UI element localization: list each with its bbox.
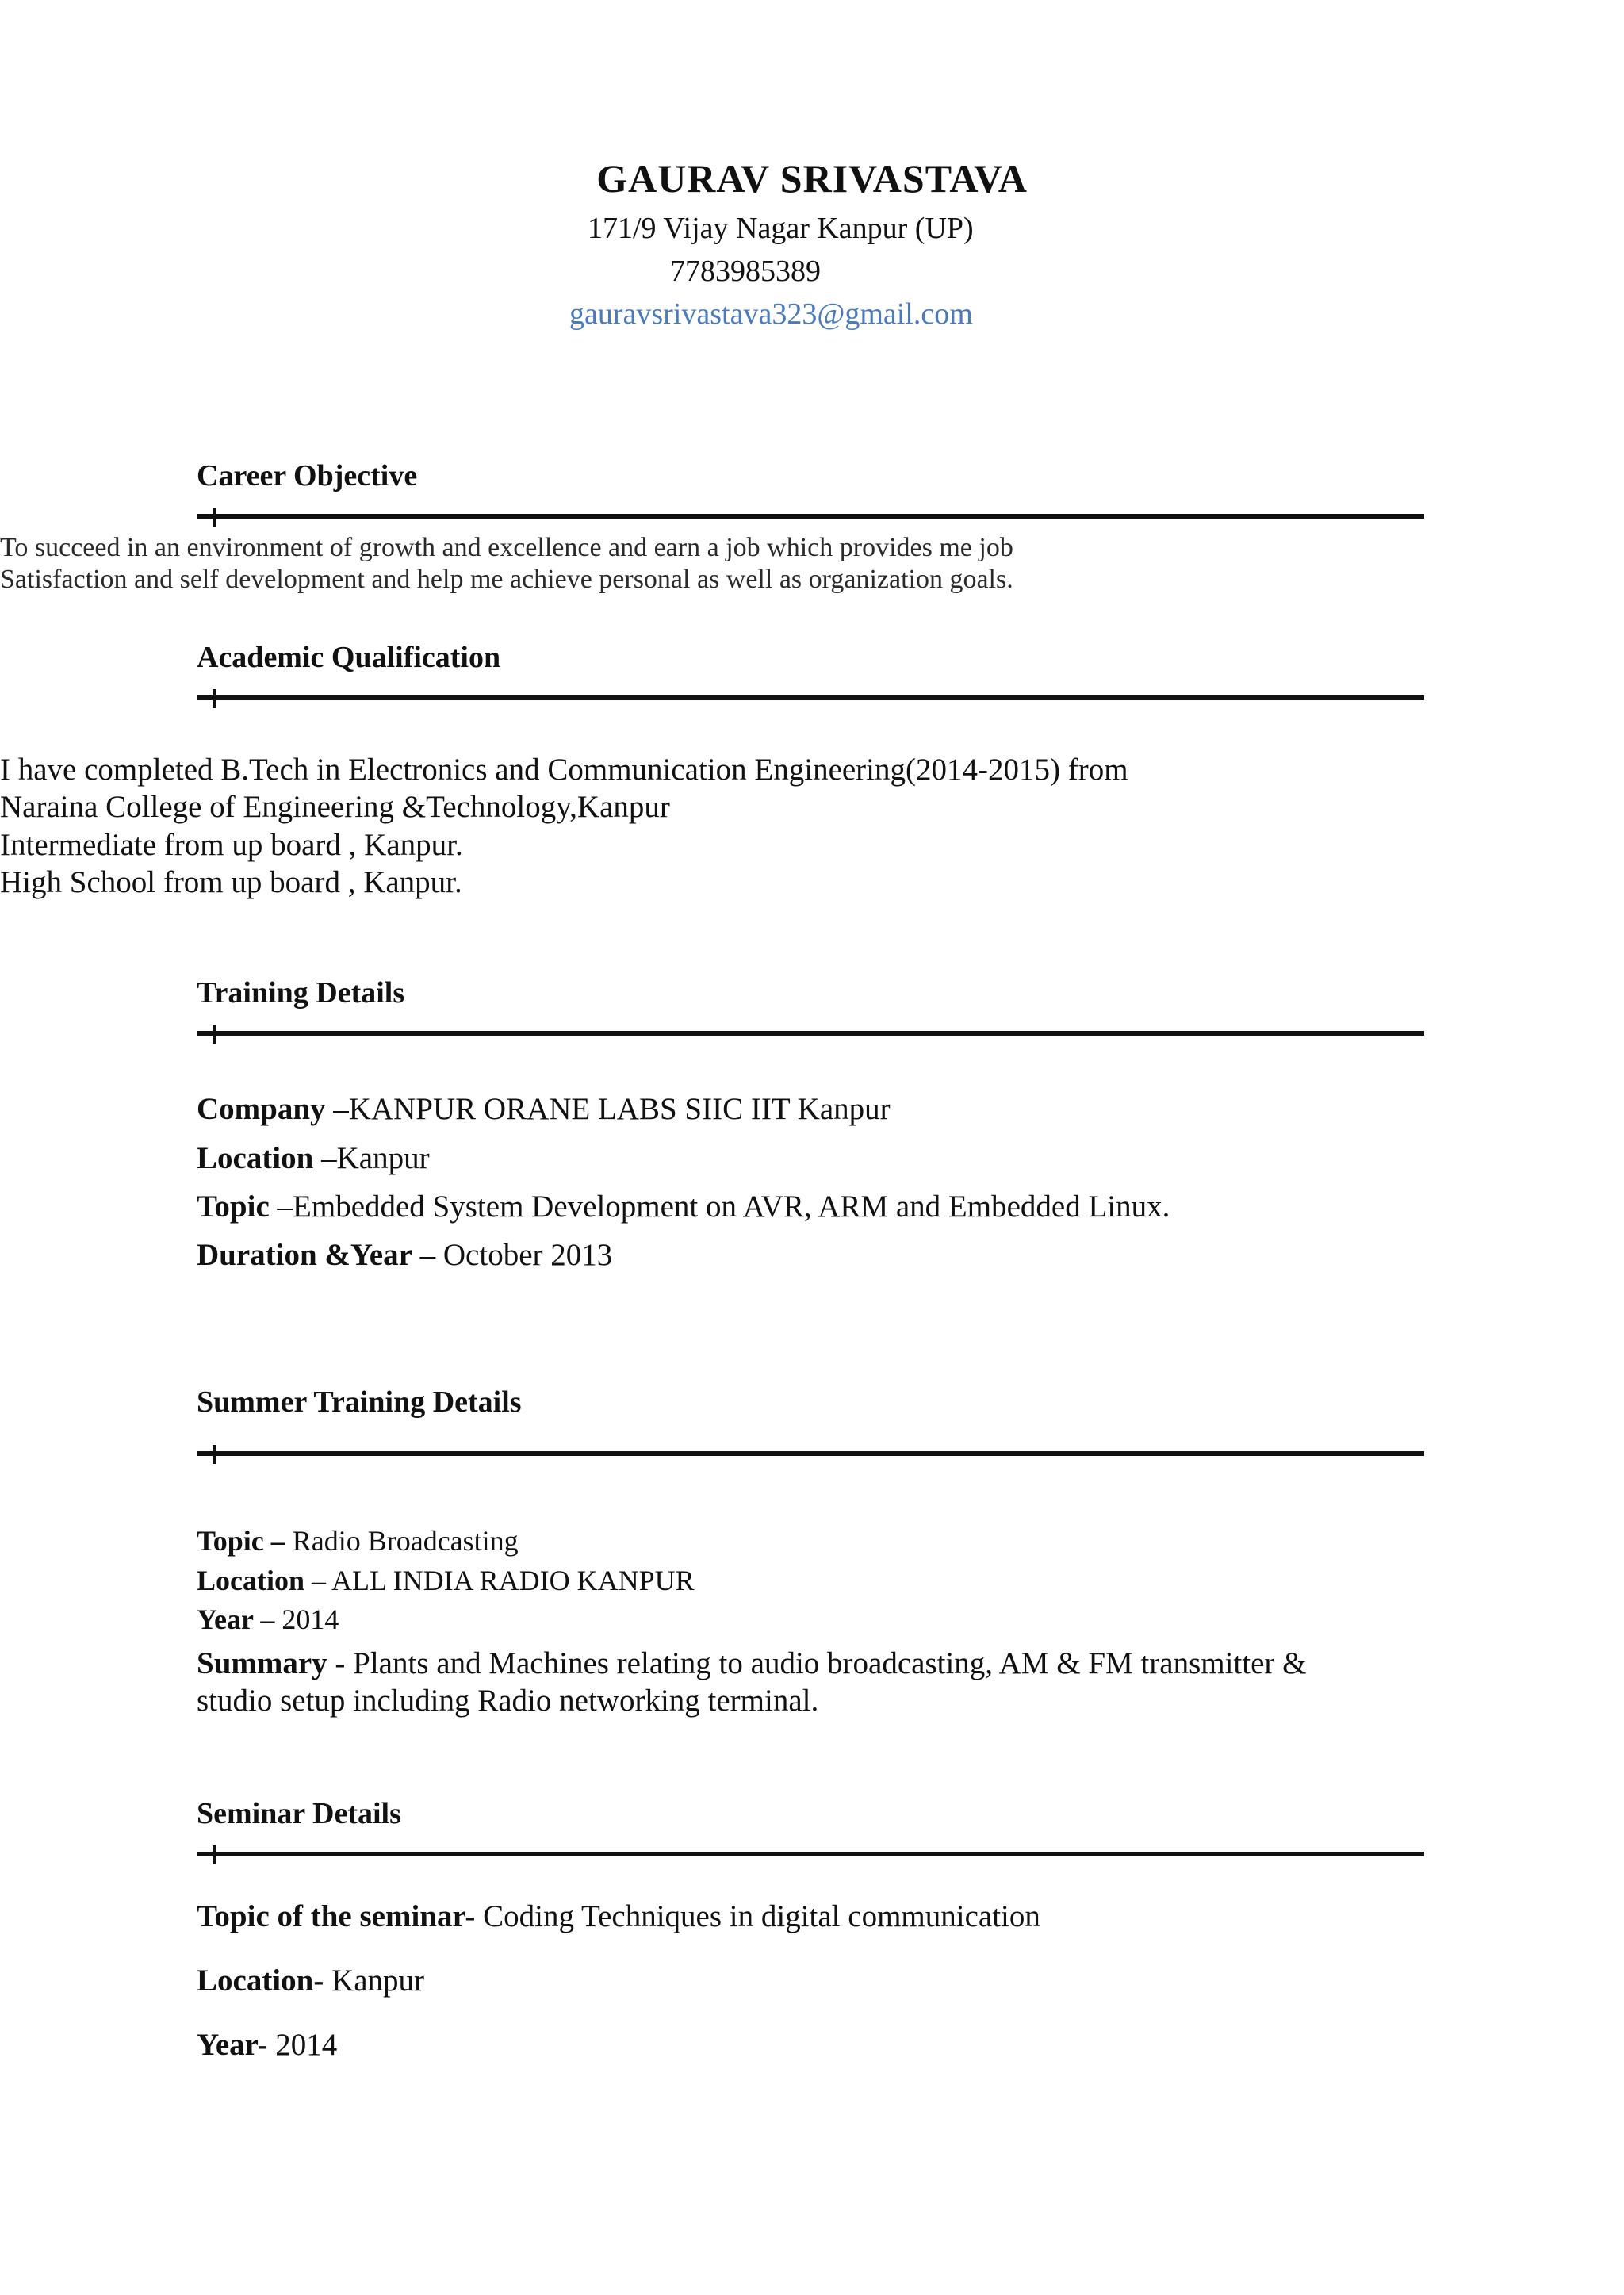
divider-tick [213,508,216,527]
seminar-location [197,1963,424,1998]
company-value: –KANPUR ORANE LABS SIIC IIT Kanpur [325,1092,891,1126]
topic-value: –Embedded System Development on AVR, ARM and Embedded Linux. [269,1190,1170,1224]
summer-summary [197,1646,1306,1681]
summer-summary-line-2: studio setup including Radio networking terminal. [197,1684,819,1718]
seminar-year-label: Year- [197,2028,268,2062]
company-label: Company [197,1092,326,1126]
divider-tick [213,1845,216,1864]
summer-location [197,1564,695,1597]
summer-summary-label: Summary - [197,1646,346,1680]
seminar-location-label: Location- [197,1964,324,1998]
summer-topic-label: Topic – [197,1525,285,1557]
summer-year [197,1603,339,1636]
training-company [197,1091,891,1127]
seminar-year [197,2027,337,2063]
training-duration [197,1237,612,1273]
phone-number: 7783985389 [670,255,821,288]
summer-training-heading: Summer Training Details [197,1385,522,1419]
divider-tick [213,1025,216,1044]
topic-label: Topic [197,1190,270,1224]
section-divider [197,514,1424,519]
seminar-location-value: Kanpur [324,1964,425,1998]
section-divider [197,1852,1424,1856]
divider-tick [213,1445,216,1464]
training-details-heading: Training Details [197,976,405,1010]
career-objective-line-1: To succeed in an environment of growth and excellence and earn a job which provides me job [0,533,1013,562]
seminar-topic-label: Topic of the seminar- [197,1899,476,1933]
section-divider [197,695,1424,700]
summer-year-value: 2014 [274,1603,339,1635]
summer-location-label: Location [197,1565,305,1596]
summer-summary-value: Plants and Machines relating to audio broadcasting, AM & FM transmitter & [345,1646,1307,1680]
seminar-year-value: 2014 [267,2028,338,2062]
academic-line-3: Intermediate from up board , Kanpur. [0,828,463,862]
seminar-topic-value: Coding Techniques in digital communication [475,1899,1040,1933]
summer-location-value: – ALL INDIA RADIO KANPUR [304,1565,695,1596]
training-location [197,1140,430,1176]
candidate-name: GAURAV SRIVASTAVA [596,156,1028,201]
academic-qualification-heading: Academic Qualification [197,641,501,674]
summer-topic [197,1524,519,1557]
section-divider [197,1451,1424,1456]
academic-line-1: I have completed B.Tech in Electronics and Communication Engineering(2014-2015) from [0,753,1128,787]
address: 171/9 Vijay Nagar Kanpur (UP) [588,212,974,245]
academic-line-2: Naraina College of Engineering &Technology,Kanpur [0,790,670,824]
seminar-details-heading: Seminar Details [197,1797,401,1830]
divider-tick [213,689,216,708]
location-value: –Kanpur [313,1141,430,1175]
duration-label: Duration &Year [197,1238,412,1272]
seminar-topic [197,1898,1040,1934]
summer-year-label: Year – [197,1603,275,1635]
section-divider [197,1031,1424,1036]
training-topic [197,1189,1170,1224]
career-objective-line-2: Satisfaction and self development and help me achieve personal as well as organization goals. [0,565,1013,594]
academic-line-4: High School from up board , Kanpur. [0,865,462,899]
summer-topic-value: Radio Broadcasting [285,1525,519,1557]
location-label: Location [197,1141,314,1175]
career-objective-heading: Career Objective [197,459,418,492]
duration-value: – October 2013 [412,1238,613,1272]
email-link[interactable]: gauravsrivastava323@gmail.com [569,297,973,331]
